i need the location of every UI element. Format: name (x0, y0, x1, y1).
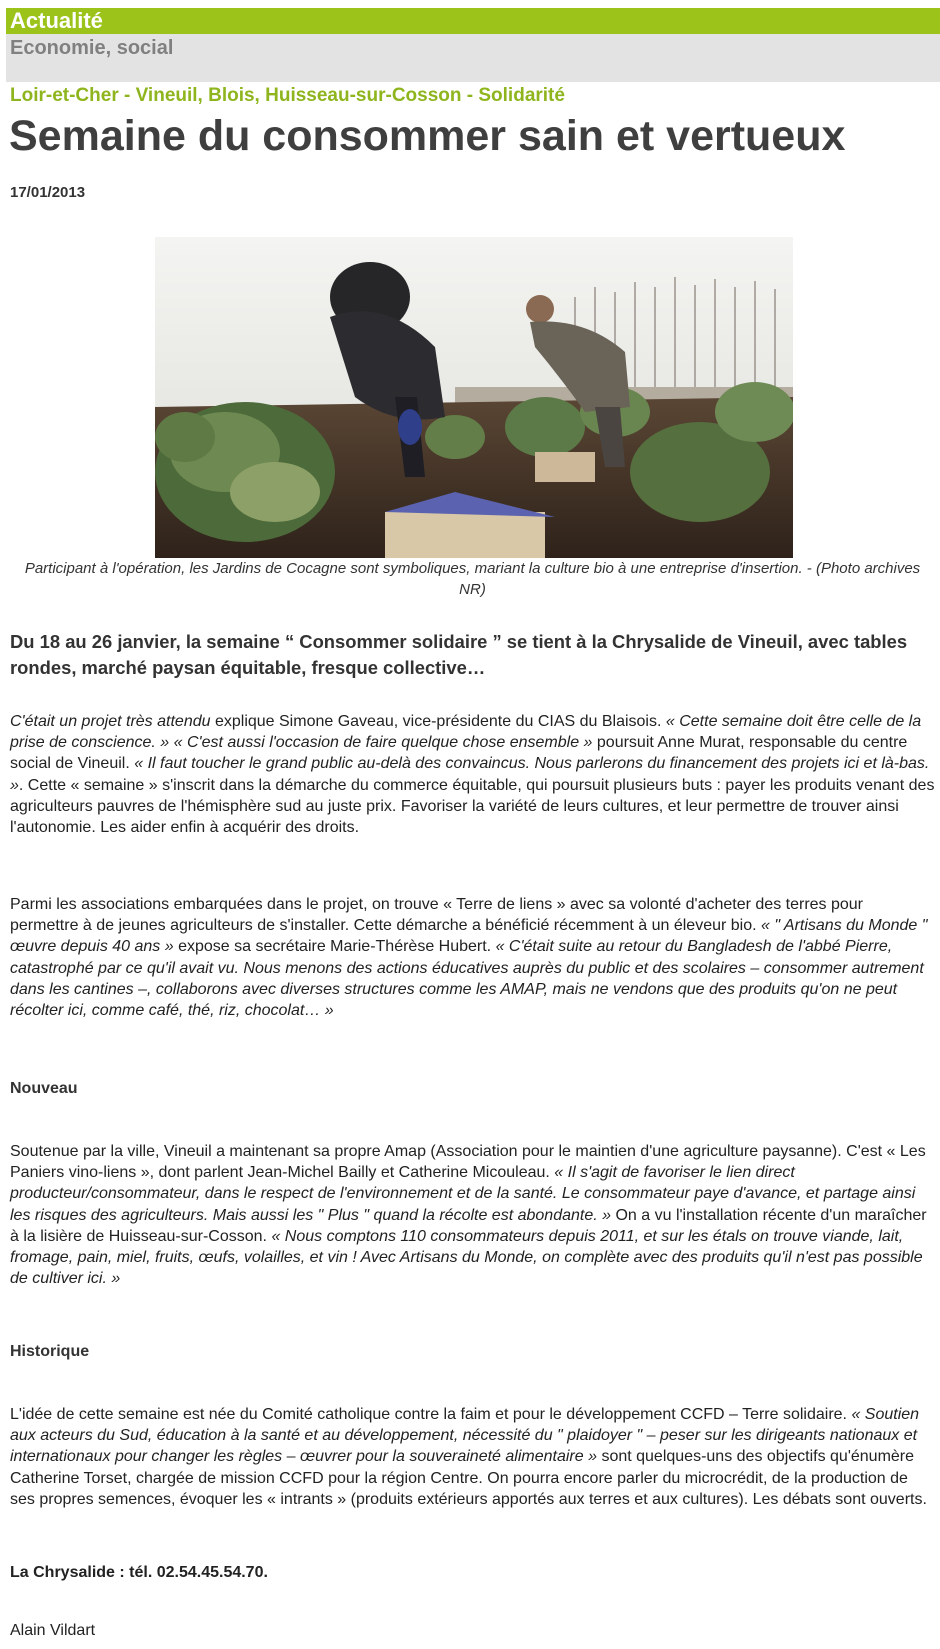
text-run: explique Simone Gaveau, vice-présidente du CIAS du Blaisois. (210, 713, 666, 730)
article-date: 17/01/2013 (10, 184, 86, 201)
quote-run: « Nous comptons 110 consommateurs depuis 2011, et sur les étals on trouve viande, lait, fromage, pain, miel, fruits, œufs, volailles, et vin ! Avec Artisans du Monde, on complète avec des produits qu'il n'est pas possible de cultiver ici. » (10, 1227, 923, 1288)
text-run: . Cette « semaine » s'inscrit dans la démarche du commerce équitable, qui poursuit plusieurs buts : payer les produits venant des agriculteurs pauvres de l'hémisphère sud au juste prix. Favoriser la variété de leurs cultures, et leur permettre de trouver ainsi l'autonomie. Les aider enfin à acquérir des droits. (10, 776, 935, 837)
section-label: Actualité (10, 8, 103, 33)
text-run: expose sa secrétaire Marie-Thérèse Hubert. (173, 938, 496, 956)
quote-run: « " Artisans du Monde " œuvre depuis 40 ans » (10, 917, 928, 956)
quote-run: « Cette semaine doit être celle de la prise de conscience. » « C'est aussi l'occasion de faire quelque chose ensemble » (10, 713, 922, 752)
article-lead: Du 18 au 26 janvier, la semaine “ Consommer solidaire ” se tient à la Chrysalide de Vineuil, avec tables rondes, marché paysan équitable, fresque collective… (10, 631, 908, 678)
category-label: Economie, social (10, 37, 174, 59)
subheading-historique: Historique (10, 1343, 90, 1360)
subheading-nouveau: Nouveau (10, 1080, 78, 1097)
article-paragraph (10, 894, 935, 1021)
quote-run: « Il faut toucher le grand public au-delà des convaincus. Nous parlerons du financement des projets ici et là-bas. » (10, 755, 930, 794)
text-run: Parmi les associations embarquées dans le projet, on trouve « Terre de liens » avec sa volonté d'acheter des terres pour permettre à de jeunes agriculteurs de s'installer. Cette démarche a bénéficié récemment à un éleveur bio. (10, 896, 864, 935)
article-author: Alain Vildart (10, 1622, 96, 1639)
text-run: L'idée de cette semaine est née du Comité catholique contre la faim et pour le développement CCFD – Terre solidaire. (10, 1406, 852, 1423)
article-paragraph (10, 711, 935, 838)
article-photo (155, 237, 793, 558)
article-title: Semaine du consommer sain et vertueux (9, 112, 846, 160)
quote-run: « Soutien aux acteurs du Sud, éducation à la santé et au développement, nécessité du " plaidoyer " – peser sur les dirigeants nationaux et internationaux pour changer les règles – œuvrer pour la souveraineté alimentaire » (10, 1406, 920, 1466)
category-bar (6, 34, 940, 82)
quote-run: « C'était suite au retour du Bangladesh de l'abbé Pierre, catastrophé par ce qu'il avait vu. Nous menons des actions éducatives auprès du public et des scolaires – consommer autrement dans les cantines –, collaborons avec diverses structures comme les AMAP, mais ne vendons que des produits qu'on ne peut récolter ici, comme café, thé, riz, chocolat… » (10, 938, 924, 1020)
article-location: Loir-et-Cher - Vineuil, Blois, Huisseau-sur-Cosson - Solidarité (10, 85, 565, 106)
article-paragraph (10, 1404, 935, 1510)
text-run: On a vu l'installation récente d'un maraîcher à la lisière de Huisseau-sur-Cosson. (10, 1206, 927, 1245)
text-run: sont quelques-uns des objectifs qu'énumère Catherine Torset, chargée de mission CCFD pour la région Centre. On pourra encore parler du microcrédit, de la production de ses propres semences, évoquer les « intrants » (produits extérieurs apportés aux terres et aux cultures). Les débats sont ouverts. (10, 1448, 927, 1508)
quote-run: « Il s'agit de favoriser le lien direct producteur/consommateur, dans le respect de l'environnement et de la santé. Le consommateur paye d'avance, et partage ainsi les risques des agriculteurs. Mais aussi les " Plus " quand la récolte est abondante. » (10, 1164, 916, 1224)
photo-caption: Participant à l'opération, les Jardins de Cocagne sont symboliques, mariant la culture bio à une entreprise d'insertion. - (Photo archives NR) (24, 560, 921, 598)
quote-run: C'était un projet très attendu (10, 713, 211, 730)
text-run: Soutenue par la ville, Vineuil a maintenant sa propre Amap (Association pour le maintien d'une agriculture paysanne). C'est « Les Paniers vino-liens », dont parlent Jean-Michel Bailly et Catherine Micouleau. (10, 1143, 926, 1182)
section-bar (6, 8, 940, 34)
text-run: poursuit Anne Murat, responsable du centre social de Vineuil. (10, 734, 908, 773)
article-paragraph (10, 1141, 935, 1289)
contact-info: La Chrysalide : tél. 02.54.45.54.70. (10, 1564, 268, 1581)
